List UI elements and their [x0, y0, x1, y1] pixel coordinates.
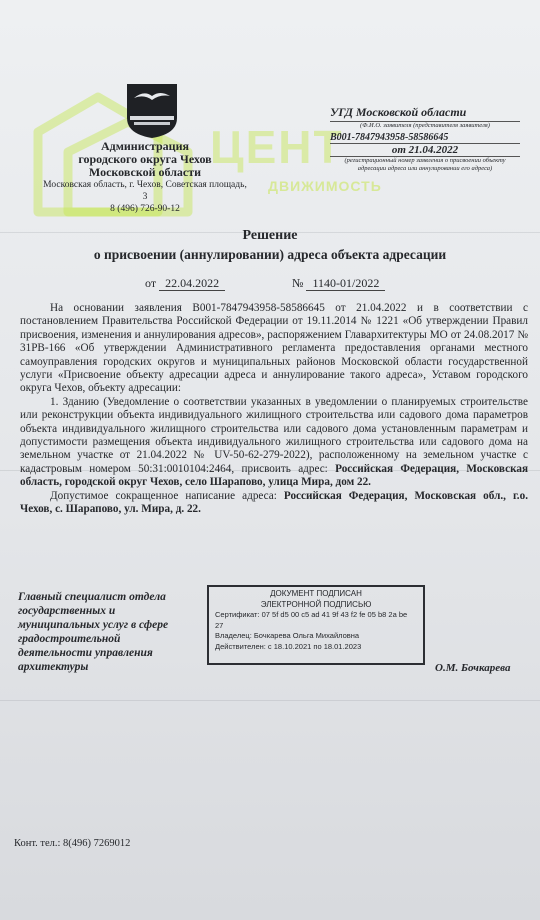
contact-phone: Конт. тел.: 8(496) 7269012: [14, 838, 131, 849]
decision-body: [20, 302, 528, 517]
stamp-validity: Действителен: с 18.10.2021 по 18.01.2023: [215, 641, 362, 651]
issuer-phone: 8 (496) 726-90-12: [110, 204, 180, 214]
coat-of-arms-icon: [124, 82, 180, 140]
watermark-text: ЦЕНТ: [210, 121, 344, 173]
assigned-address: Российская Федерация, Московская область, городской округ Чехов, село Шарапово, улица Мира, дом 22.: [20, 462, 529, 489]
decision-date-field: [145, 276, 225, 291]
body-paragraph-basis: На основании заявления B001-7847943958-58586645 от 21.04.2022 и в соответствии с постановлением Правительства Российской Федерации от 19.11.2014 № 1221 «Об утверждении Правил присвоения, изменения и аннулирования адресов», распоряжением Главархитектуры МО от 24.08.2017 № 31РВ-166 «Об утверждении Административного регламента предоставления органами местного самоуправления городских округов и муниципальных районов Московской области государственной услуги «Присвоение объекту адресации адреса и аннулирование такого адреса», Уставом городского округа Чехов, объекту адресации:: [20, 302, 528, 395]
issuer-name-line: Администрация: [100, 139, 189, 153]
issuer-block: [40, 140, 250, 215]
document-title: Решение: [242, 228, 298, 243]
decision-number: 1140-01/2022: [306, 276, 385, 291]
address-text: 1. Зданию (Уведомление о соответствии указанных в уведомлении о планируемых строительстве или реконструкции объекта индивидуального жилищного строительства или садового дома параметров объекта индивидуального жилищного строительства или садового дома установленным параметрам и допустимости размещения объекта индивидуального жилищного строительства или садового дома на земельном участке от 21.04.2022 № UV-50-62-279-2022), расположенному на земельном участке с кадастровым номером 50:31:0010104:2464, присвоить адрес:: [20, 395, 528, 475]
decision-date: 22.04.2022: [159, 276, 225, 291]
registration-note-bottom: (регистрационный номер заявления о присвоении объекту адресации адреса или аннулировании его адреса): [344, 157, 506, 172]
registration-date: от 21.04.2022: [330, 144, 520, 157]
signatory-name: О.М. Бочкарева: [435, 662, 511, 674]
stamp-certificate: Сертификат: 07 5f d5 00 c5 ad 41 9f 43 f2 fe 05 b8 2a be 27: [215, 610, 408, 630]
body-paragraph-short-address: [20, 490, 528, 517]
issuer-name-line: городского округа Чехов: [78, 152, 212, 166]
body-paragraph-address: [20, 396, 528, 490]
electronic-signature-stamp: [207, 585, 425, 665]
stamp-subheading: ЭЛЕКТРОННОЙ ПОДПИСЬЮ: [260, 599, 372, 609]
paper-fold: [0, 700, 540, 701]
document-subtitle: о присвоении (аннулировании) адреса объекта адресации: [93, 247, 447, 262]
decision-number-prefix: №: [292, 276, 304, 290]
registration-block: [330, 105, 520, 173]
signatory-position: Главный специалист отдела государственных и муниципальных услуг в сфере градостроительной деятельности управления архитектуры: [18, 591, 169, 673]
issuer-address: Московская область, г. Чехов, Советская площадь, 3: [43, 180, 247, 202]
stamp-heading: ДОКУМЕНТ ПОДПИСАН: [270, 589, 362, 598]
decision-date-prefix: от: [145, 276, 157, 290]
registration-note-top: (Ф.И.О. заявителя (представителя заявителя): [360, 122, 490, 129]
short-address: Российская Федерация, Московская обл., г.о. Чехов, с. Шарапово, ул. Мира, д. 22.: [20, 489, 528, 516]
registration-number: B001-7847943958-58586645: [330, 132, 520, 144]
registration-title: УГД Московской области: [330, 105, 520, 122]
decision-number-field: [292, 276, 385, 291]
issuer-name-line: Московской области: [88, 165, 202, 179]
stamp-owner: Владелец: Бочкарева Ольга Михайловна: [215, 631, 360, 640]
short-address-label: Допустимое сокращенное написание адреса:: [50, 489, 284, 502]
watermark-subtext: ДВИЖИМОСТЬ: [268, 178, 382, 194]
